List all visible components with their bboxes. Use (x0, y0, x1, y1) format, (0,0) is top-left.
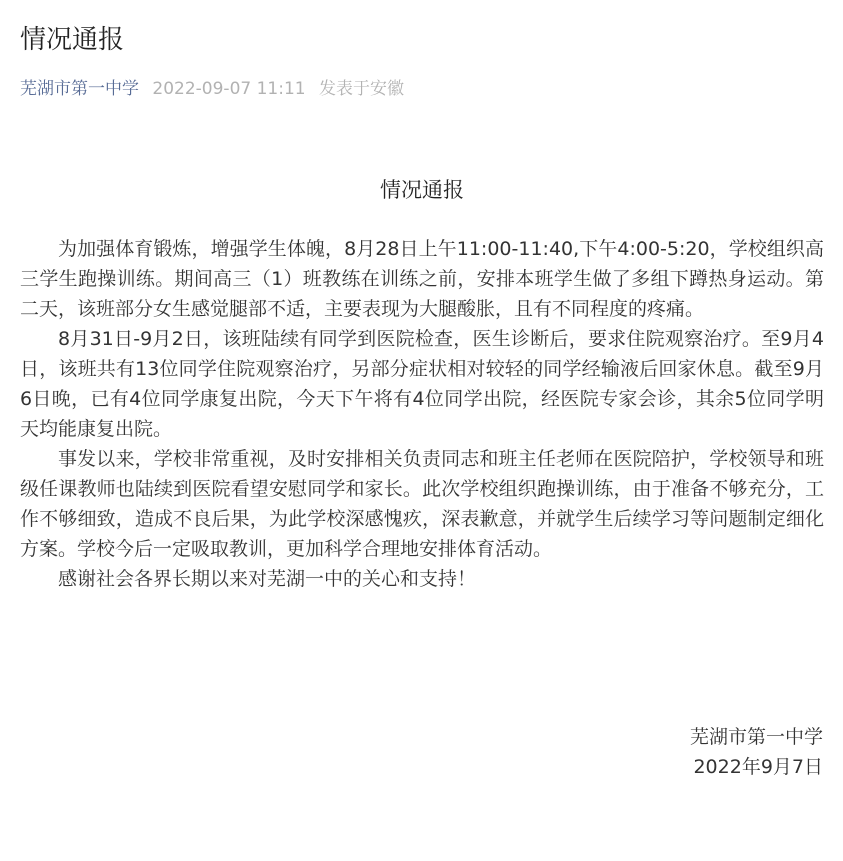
signature-organization: 芜湖市第一中学 (689, 726, 823, 748)
article-content (20, 170, 824, 594)
account-name-link[interactable]: 芜湖市第一中学 (20, 79, 139, 99)
document-heading: 情况通报 (380, 178, 464, 202)
paragraph: 感谢社会各界长期以来对芜湖一中的关心和支持！ (58, 568, 477, 590)
article-title: 情况通报 (20, 25, 125, 55)
paragraph: 8月31日-9月2日，该班陆续有同学到医院检查，医生诊断后，要求住院观察治疗。至9月4日，该班共有13位同学住院观察治疗，另部分症状相对较轻的同学经输液后回家休息。截至9月6日晚，已有4位同学康复出院，今天下午将有4位同学出院，经医院专家会诊，其余5位同学明天均能康复出院。 (20, 328, 824, 440)
paragraph: 事发以来，学校非常重视，及时安排相关负责同志和班主任老师在医院陪护，学校领导和班级任课教师也陆续到医院看望安慰同学和家长。此次学校组织跑操训练，由于准备不够充分，工作不够细致，造成不良后果，为此学校深感愧疚，深表歉意，并就学生后续学习等问题制定细化方案。学校今后一定吸取教训，更加科学合理地安排体育活动。 (20, 448, 824, 560)
signature-date: 2022年9月7日 (693, 756, 823, 778)
signature-block (690, 722, 823, 782)
publish-location: 发表于安徽 (319, 79, 405, 99)
article-meta (20, 77, 404, 101)
publish-time: 2022-09-07 11:11 (152, 79, 306, 99)
paragraph: 为加强体育锻炼，增强学生体魄，8月28日上午11:00-11:40,下午4:00-5:20，学校组织高三学生跑操训练。期间高三（1）班教练在训练之前，安排本班学生做了多组下蹲热身运动。第二天，该班部分女生感觉腿部不适，主要表现为大腿酸胀，且有不同程度的疼痛。 (20, 238, 824, 320)
